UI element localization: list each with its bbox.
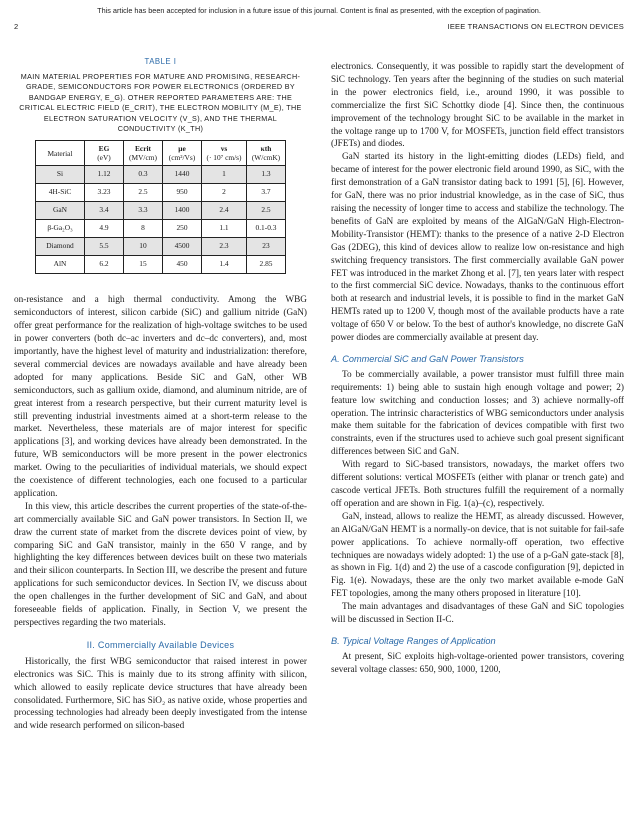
table-row — [36, 256, 286, 274]
table-cell: β-Ga₂O₃ — [36, 220, 85, 238]
table-row — [36, 238, 286, 256]
subsection-heading: B. Typical Voltage Ranges of Application — [331, 635, 496, 646]
table-cell: AlN — [36, 256, 85, 274]
table-cell: 1 — [202, 166, 247, 184]
body-paragraph: In this view, this article describes the current properties of the state-of-the-art commercially available SiC and GaN power transistors. In Section II, we draw the current state of market from the discrete devices point of view, by comparing SiC and GaN transistor, mainly in the 650 V range, and by highlighting the key differences between devices built on these two materials and their silicon counterparts. In Section III, we describe the present and future applications for such semiconductor devices. In Section IV, we discuss about the open challenges in the further development of SiC and GaN, and about foreseeable fields of application. Finally, in Section V, we present the perspectives regarding the two materials. — [14, 501, 307, 628]
table-cell: 2.5 — [124, 184, 163, 202]
table-cell: 0.1-0.3 — [247, 220, 286, 238]
running-head: IEEE TRANSACTIONS ON ELECTRON DEVICES — [447, 22, 624, 31]
table-header-cell: vs (· 10⁷ cm/s) — [202, 141, 247, 166]
table-row — [36, 220, 286, 238]
table-header-cell: μe (cm²/Vs) — [163, 141, 202, 166]
section-heading: II. Commercially Available Devices — [86, 639, 235, 650]
table-cell: 1.4 — [202, 256, 247, 274]
table-cell: 2.3 — [202, 238, 247, 256]
table-cell: 4H-SiC — [36, 184, 85, 202]
table-cell: 3.23 — [85, 184, 124, 202]
table-cell: 1440 — [163, 166, 202, 184]
table-cell: 950 — [163, 184, 202, 202]
table-row — [36, 184, 286, 202]
table-cell: 3.4 — [85, 202, 124, 220]
table-cell: 4.9 — [85, 220, 124, 238]
table-header-cell: Ecrit (MV/cm) — [124, 141, 163, 166]
table-cell: 0.3 — [124, 166, 163, 184]
body-paragraph: electronics. Consequently, it was possible to rapidly start the development of SiC technology. Ten years after the beginning of the studies on such material in the power electronics field, i.e., around 1990, it was possible to commercialize the first SiC Schottky diode [4]. Since then, the continuous improvement of the technology brought SiC to be available in the market in the voltage range up to 1700 V, for MOSFETs, junction field effect transistors (JFETs) and diodes. — [331, 62, 624, 150]
table-header-cell: κth (W/cmK) — [247, 141, 286, 166]
table-cell: 8 — [124, 220, 163, 238]
acceptance-banner: This article has been accepted for inclusion in a future issue of this journal. Content is final as presented, with the exception of pagination. — [97, 6, 541, 15]
table-cell: 6.2 — [85, 256, 124, 274]
table-header-cell: Material — [36, 141, 85, 166]
body-paragraph: on-resistance and a high thermal conductivity. Among the WBG semiconductors of interest, silicon carbide (SiC) and gallium nitride (GaN) offer great performance for the realization of high-voltage switches to be used in power converters (both dc–ac inverters and dc–dc converters), and, most importantly, have the highest level of maturity and industrialization: therefore, several commercial devices are nowadays available and have already been adopted for many applications. Beside SiC and GaN, other WB semiconductors, such as gallium oxide, diamond, and aluminum nitride, are of great interest from a research perspective, but their current maturity level is still preventing industrial investments aimed at a short-term release to the market. Nevertheless, these materials are of major interest for specific applications [3], and working devices have already been demonstrated. In the future, WB semiconductors will be more present in the power electronics market. Owing to the peculiarities of individual materials, we should expect the coexistence of different technologies, each one focused to a particular application. — [14, 295, 307, 499]
table-cell: 3.3 — [124, 202, 163, 220]
table-cell: 10 — [124, 238, 163, 256]
left-column — [14, 56, 307, 733]
subsection-heading: A. Commercial SiC and GaN Power Transistors — [331, 353, 524, 364]
body-paragraph: The main advantages and disadvantages of these GaN and SiC topologies will be discussed in Section II-C. — [331, 602, 624, 626]
table-row — [36, 202, 286, 220]
table-cell: 23 — [247, 238, 286, 256]
right-column — [331, 61, 624, 677]
table-cell: 4500 — [163, 238, 202, 256]
table-cell: 1400 — [163, 202, 202, 220]
table-row — [36, 166, 286, 184]
body-paragraph: At present, SiC exploits high-voltage-oriented power transistors, covering several voltage classes: 650, 900, 1000, 1200, — [331, 651, 624, 675]
body-paragraph: Historically, the first WBG semiconductor that raised interest in power electronics was SiC. This is mainly due to its strong affinity with silicon, which allowed to easily replicate device structures that have already been consolidated. Furthermore, SiC has SiO₂ as native oxide, whose properties and processing technologies had already been deeply investigated from the intense and wide research performed on silicon-based — [14, 656, 307, 732]
table-cell: 2.4 — [202, 202, 247, 220]
table-cell: Si — [36, 166, 85, 184]
body-paragraph: GaN started its history in the light-emitting diodes (LEDs) field, and became of interest for the power electronic field around 1990, as SiC, with the first demonstration of a GaN transistor dating back to 1991 [5], [6]. However, for GaN, there was no prior industrial knowledge, as in the case of SiC, thus raising the necessity of longer time to access and stabilize the technology. The benefits of GaN are exploited by means of the AlGaN/GaN High-Electron-Mobility-Transistor (HEMT): thanks to the presence of a native 2-D Electron Gas (2DEG), this kind of devices allow to realize low on-resistance and high switching frequency transistors. The first commercially available GaN power FET was introduced in the market Zhong et al. [7], ten years later with respect to the first commercial SiC device. Nowadays, thanks to the continuous effort both at research and industrial levels, it is possible to find in the market GaN HEMTs rated up to 1200 V, though most of the available products have a rate voltage of 650 V or below. To the best of author's knowledge, no discrete GaN power diodes are commercially available at present day. — [331, 152, 624, 344]
table-cell: 2.85 — [247, 256, 286, 274]
table-cell: 450 — [163, 256, 202, 274]
table-header-cell: EG (eV) — [85, 141, 124, 166]
table-cell: 250 — [163, 220, 202, 238]
table-cell: 2.5 — [247, 202, 286, 220]
table-caption: MAIN MATERIAL PROPERTIES FOR MATURE AND PROMISING, RESEARCH-GRADE, SEMICONDUCTORS FOR POWER ELECTRONICS (ORDERED BY BANDGAP ENERGY, E_G). OTHER REPORTED PARAMETERS ARE: THE CRITICAL ELECTRIC FIELD (E_CRIT), THE ELECTRON MOBILITY (Μ_E), THE ELECTRON SATURATION VELOCITY (V_S), AND THE THERMAL CONDUCTIVITY (Κ_TH) — [19, 71, 302, 133]
table-cell: 15 — [124, 256, 163, 274]
table-cell: Diamond — [36, 238, 85, 256]
body-paragraph: To be commercially available, a power transistor must fulfill three main requirements: 1) being able to sustain high enough voltage and power; 2) feature low switching and conduction losses; and 3) achieve normally-off operation. The intrinsic characteristics of WBG semiconductors under analysis make them suitable for the fabrication of devices compatible with first two constraints, even if the structures used to achieve such goal present significant differences between SiC and GaN. — [331, 369, 624, 458]
page-number: 2 — [14, 22, 19, 31]
body-paragraph: GaN, instead, allows to realize the HEMT, as already discussed. However, an AlGaN/GaN HEMT is a normally-on device, that is not suitable for fail-safe power applications. To achieve normally-off operation, two effective techniques are nowadays widely adopted: 1) the use of a p-GaN gate-stack [8], as shown in Fig. 1(d) and 2) the use of a cascode configuration [9], depicted in Fig. 1(e). Nowadays, these are the only two market available e-mode GaN FET topologies, among the many others proposed in literature [10]. — [331, 511, 624, 600]
body-paragraph: With regard to SiC-based transistors, nowadays, the market offers two different solutions: vertical MOSFETs (either with planar or trench gate) and cascode vertical JFETs. Both structures fulfill the requirement of a normally off operation and are shown in Fig. 1(a)–(c), respectively. — [331, 460, 624, 509]
table-cell: 1.12 — [85, 166, 124, 184]
table-cell: 1.1 — [202, 220, 247, 238]
table-cell: 5.5 — [85, 238, 124, 256]
table-label: TABLE I — [144, 57, 177, 66]
material-properties-table — [35, 140, 286, 274]
table-cell: 2 — [202, 184, 247, 202]
table-cell: 1.3 — [247, 166, 286, 184]
table-header-row — [36, 141, 286, 166]
table-cell: 3.7 — [247, 184, 286, 202]
table-cell: GaN — [36, 202, 85, 220]
